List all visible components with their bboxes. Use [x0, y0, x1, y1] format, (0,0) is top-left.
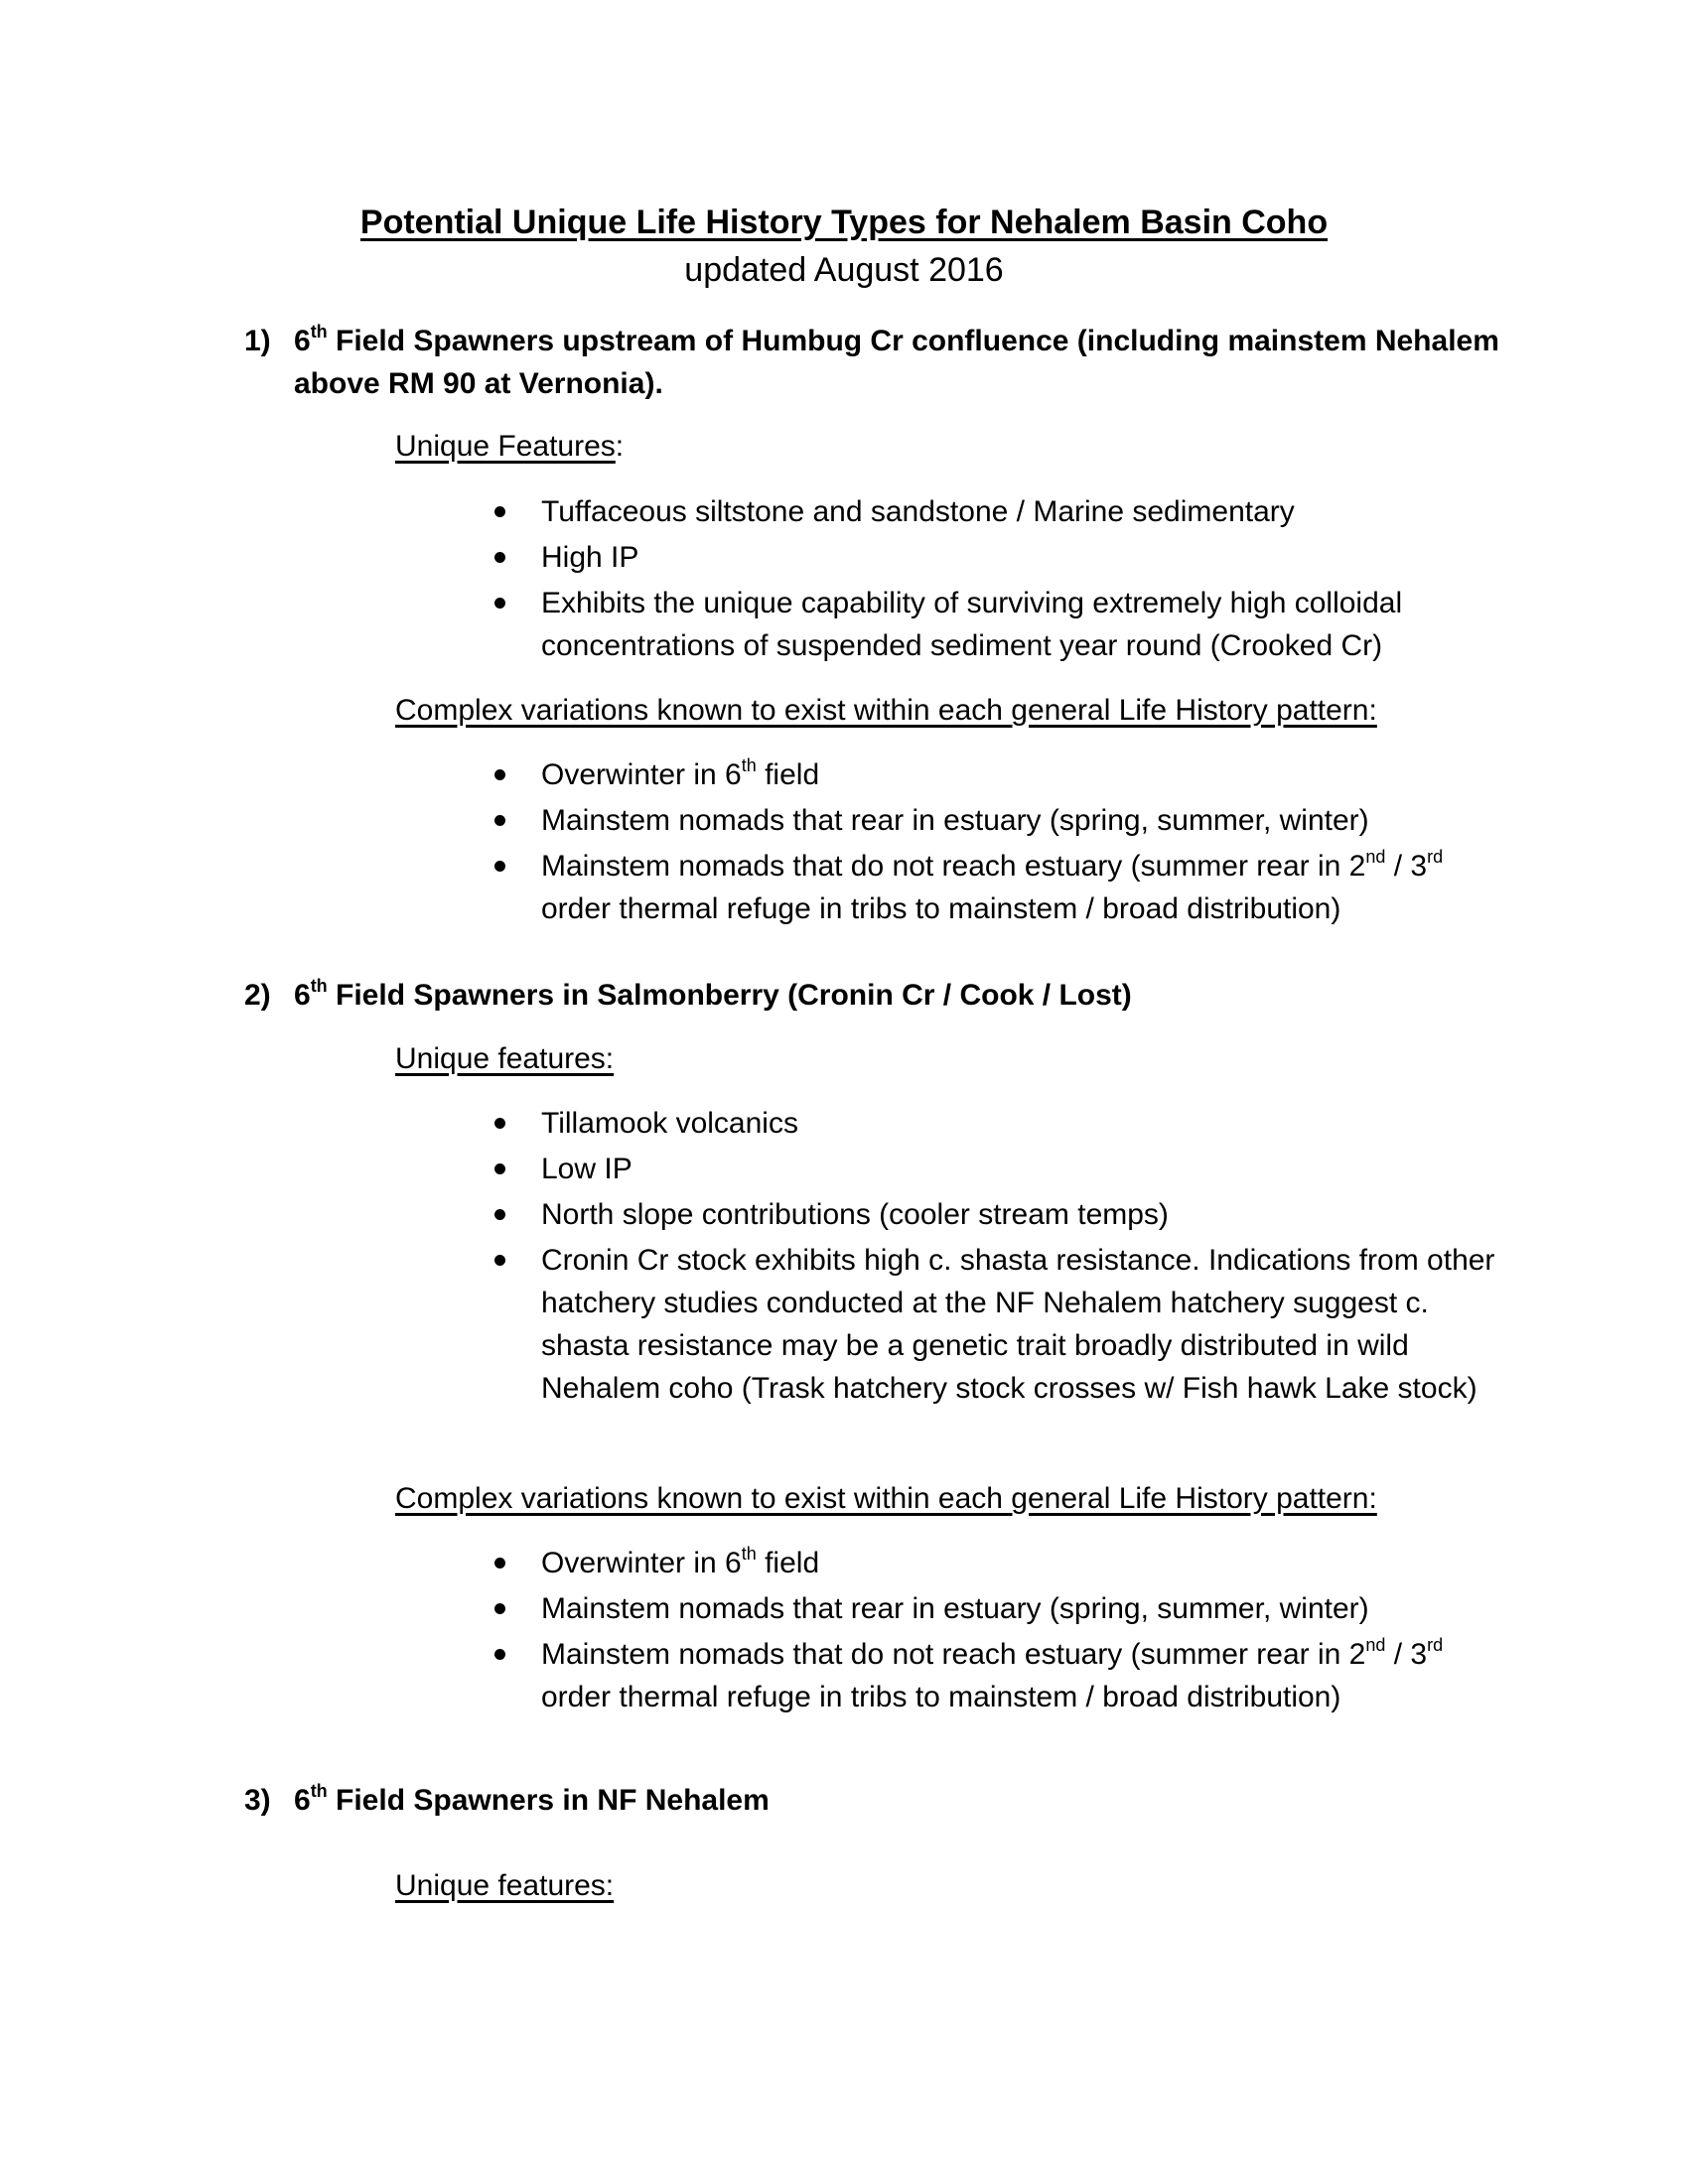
- document-subtitle: updated August 2016: [684, 251, 1004, 289]
- section-1-complex-heading: Complex variations known to exist within each general Life History pattern:: [395, 694, 1377, 727]
- document-title: Potential Unique Life History Types for Nehalem Basin Coho: [359, 204, 1329, 241]
- list-item: Exhibits the unique capability of surviving extremely high colloidal concentrations of suspended sediment year round (Crooked Cr): [494, 582, 1507, 667]
- section-number: 2): [244, 979, 271, 1012]
- list-item: Mainstem nomads that rear in estuary (spring, summer, winter): [494, 799, 1507, 842]
- list-item: Tuffaceous siltstone and sandstone / Marine sedimentary: [494, 490, 1507, 533]
- section-number: 3): [244, 1784, 271, 1817]
- bullet-icon: [494, 1603, 505, 1614]
- bullet-icon: [494, 861, 505, 872]
- bullet-icon: [494, 598, 505, 609]
- bullet-icon: [494, 769, 505, 780]
- list-item: High IP: [494, 536, 1507, 579]
- list-item: Mainstem nomads that do not reach estuary (summer rear in 2nd / 3rd order thermal refuge in tribs to mainstem / broad distribution): [494, 1633, 1507, 1718]
- section-2-unique-heading: Unique features:: [395, 1042, 615, 1075]
- bullet-icon: [494, 815, 505, 826]
- list-item: Tillamook volcanics: [494, 1102, 1507, 1145]
- list-item: Cronin Cr stock exhibits high c. shasta resistance. Indications from other hatchery studies conducted at the NF Nehalem hatchery suggest c. shasta resistance may be a genetic trait broadly distributed in wild Nehalem coho (Trask hatchery stock crosses w/ Fish hawk Lake stock): [494, 1239, 1507, 1410]
- bullet-icon: [494, 552, 505, 563]
- section-2-unique-list: [494, 1102, 1507, 1413]
- list-item: Overwinter in 6th field: [494, 1542, 1507, 1584]
- section-3-heading: 3) 6th Field Spawners in NF Nehalem: [244, 1779, 1505, 1822]
- bullet-icon: [494, 1255, 505, 1266]
- section-1-unique-list: [494, 490, 1507, 670]
- list-item: North slope contributions (cooler stream temps): [494, 1193, 1507, 1236]
- list-item: Low IP: [494, 1148, 1507, 1190]
- bullet-icon: [494, 1558, 505, 1569]
- list-item: Mainstem nomads that rear in estuary (spring, summer, winter): [494, 1587, 1507, 1630]
- bullet-icon: [494, 1649, 505, 1660]
- section-2-complex-list: [494, 1542, 1507, 1721]
- section-1-heading: 1) 6th Field Spawners upstream of Humbug Cr confluence (including mainstem Nehalem above RM 90 at Vernonia).: [244, 322, 1499, 400]
- section-1-unique-heading: Unique Features:: [395, 430, 625, 463]
- section-number: 1): [244, 325, 271, 357]
- section-1-complex-list: [494, 753, 1507, 933]
- section-2-complex-heading: Complex variations known to exist within each general Life History pattern:: [395, 1482, 1377, 1515]
- bullet-icon: [494, 1163, 505, 1174]
- list-item: Overwinter in 6th field: [494, 753, 1507, 796]
- bullet-icon: [494, 1118, 505, 1129]
- bullet-icon: [494, 1209, 505, 1220]
- bullet-icon: [494, 506, 505, 517]
- section-3-unique-heading: Unique features:: [395, 1869, 615, 1902]
- section-2-heading: 2) 6th Field Spawners in Salmonberry (Cronin Cr / Cook / Lost): [244, 974, 1505, 1017]
- list-item: Mainstem nomads that do not reach estuary (summer rear in 2nd / 3rd order thermal refuge in tribs to mainstem / broad distribution): [494, 845, 1507, 930]
